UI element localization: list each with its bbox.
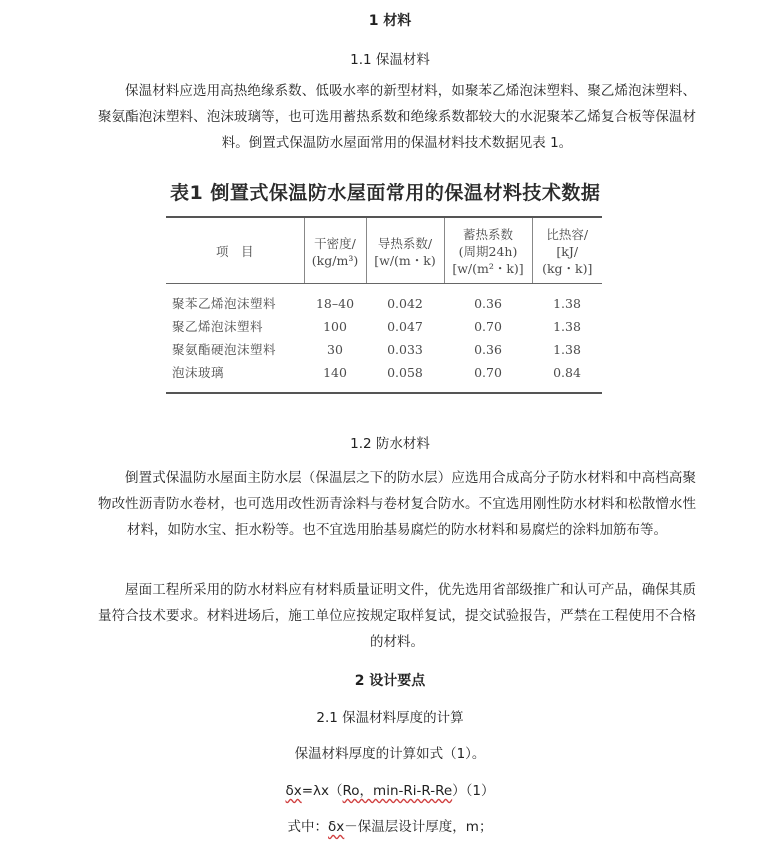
cell-specific-heat: 1.38 xyxy=(553,296,581,311)
section-1-title: 1 材料 xyxy=(368,13,412,29)
table-row xyxy=(166,361,602,393)
formula-args: Ro，min-Ri-R-Re xyxy=(342,783,453,799)
cell-density: 140 xyxy=(304,361,366,393)
insulation-data-table xyxy=(166,216,602,394)
section-2-title: 2 设计要点 xyxy=(354,673,426,689)
cell-specific-heat: 1.38 xyxy=(553,319,581,334)
table-row xyxy=(166,338,602,361)
formula-where-line xyxy=(0,815,780,835)
cell-material: 聚氨酯硬泡沫塑料 xyxy=(172,342,277,357)
cell-heat-storage: 0.70 xyxy=(444,361,532,393)
paragraph-material-quality: 屋面工程所采用的防水材料应有材料质量证明文件，优先选用省部级推广和认可产品，确保其质量符合技术要求。材料进场后，施工单位应按规定取样复试，提交试验报告，严禁在工程使用不合格的材料。 xyxy=(98,582,696,650)
cell-density: 18–40 xyxy=(315,296,355,311)
cell-material: 聚乙烯泡沫塑料 xyxy=(172,319,264,334)
formula-equals: =λx（ xyxy=(301,783,343,799)
header-item: 项 目 xyxy=(166,217,304,284)
formula-tail: ）（1） xyxy=(452,783,495,799)
header-conductivity: 导热系数/ [w/(m・k) xyxy=(366,217,444,284)
subsection-1-2-title: 1.2 防水材料 xyxy=(350,436,430,452)
table-row xyxy=(166,315,602,338)
cell-conductivity: 0.042 xyxy=(387,296,423,311)
header-specific-heat: 比热容/ [kJ/ (kg・k)] xyxy=(532,217,602,284)
table-caption: 表1 倒置式保温防水屋面常用的保温材料技术数据 xyxy=(170,182,601,204)
cell-material: 泡沫玻璃 xyxy=(166,361,304,393)
cell-density: 100 xyxy=(323,319,347,334)
formula-intro: 保温材料厚度的计算如式（1）。 xyxy=(294,746,486,762)
cell-density: 30 xyxy=(327,342,343,357)
cell-conductivity: 0.033 xyxy=(387,342,423,357)
paragraph-waterproof-materials: 倒置式保温防水屋面主防水层（保温层之下的防水层）应选用合成高分子防水材料和中高档高聚物改性沥青防水卷材，也可选用改性沥青涂料与卷材复合防水。不宜选用刚性防水材料和松散憎水性材料，如防水宝、拒水粉等。也不宜选用胎基易腐烂的防水材料和易腐烂的涂料加筋布等。 xyxy=(98,470,696,538)
cell-conductivity: 0.047 xyxy=(387,319,423,334)
subsection-2-1-title: 2.1 保温材料厚度的计算 xyxy=(316,710,464,726)
formula-symbol: δx xyxy=(285,783,302,799)
cell-heat-storage: 0.70 xyxy=(474,319,502,334)
table-figure-1 xyxy=(160,174,606,416)
where-prefix: 式中： xyxy=(287,819,329,835)
formula-line xyxy=(0,779,780,799)
cell-specific-heat: 1.38 xyxy=(553,342,581,357)
where-text: －保温层设计厚度，m； xyxy=(344,819,493,835)
header-heat-storage: 蓄热系数 (周期24h) [w/(m²・k)] xyxy=(444,217,532,284)
cell-heat-storage: 0.36 xyxy=(474,342,502,357)
where-symbol: δx xyxy=(328,819,345,835)
cell-material: 聚苯乙烯泡沫塑料 xyxy=(172,296,277,311)
paragraph-insulation-materials: 保温材料应选用高热绝缘系数、低吸水率的新型材料，如聚苯乙烯泡沫塑料、聚乙烯泡沫塑料、聚氨酯泡沫塑料、泡沫玻璃等，也可选用蓄热系数和绝缘系数都较大的水泥聚苯乙烯复合板等保温材料。倒置式保温防水屋面常用的保温材料技术数据见表 1。 xyxy=(98,83,696,151)
cell-heat-storage: 0.36 xyxy=(474,296,502,311)
subsection-1-1-title: 1.1 保温材料 xyxy=(350,52,430,68)
table-header-row xyxy=(166,217,602,284)
header-density: 干密度/ (kg/m³) xyxy=(304,217,366,284)
table-row xyxy=(166,284,602,316)
cell-specific-heat: 0.84 xyxy=(532,361,602,393)
cell-conductivity: 0.058 xyxy=(366,361,444,393)
